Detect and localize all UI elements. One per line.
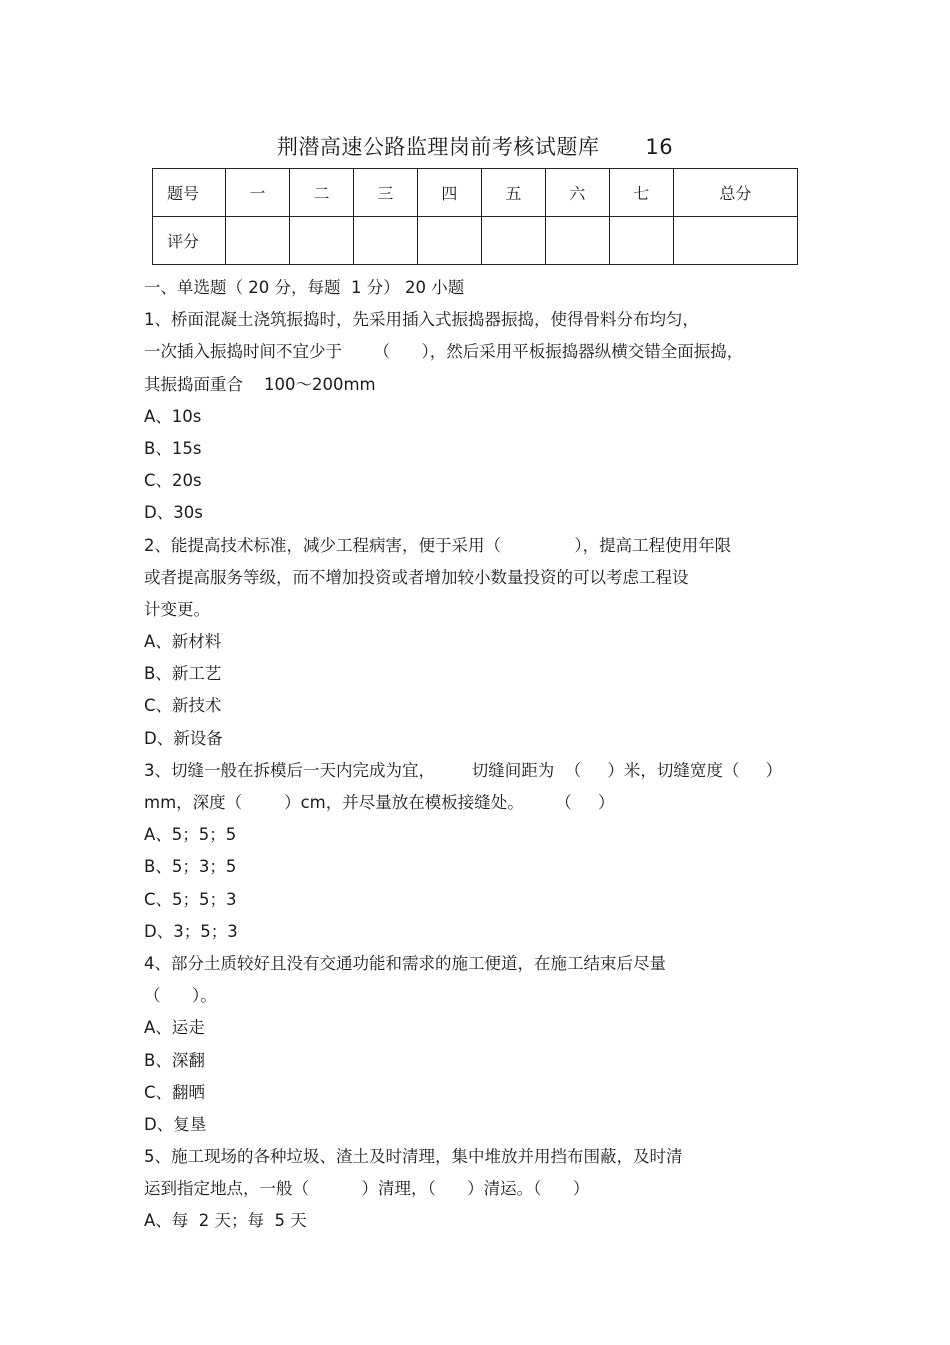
option-line: A、5；5；5 — [144, 825, 237, 845]
option-line: D、3；5；3 — [144, 921, 238, 941]
document-title — [0, 131, 950, 161]
header-cell: 三 — [353, 169, 417, 217]
score-table-header-row — [153, 169, 798, 217]
option-line: A、10s — [144, 406, 202, 426]
row-label-cell: 评分 — [153, 217, 226, 265]
question-line: 或者提高服务等级，而不增加投资或者增加较小数量投资的可以考虑工程设 — [144, 567, 689, 587]
header-cell: 六 — [545, 169, 609, 217]
question-line: 1、桥面混凝土浇筑振捣时，先采用插入式振捣器振捣，使得骨料分布均匀， — [144, 310, 699, 330]
option-line: A、新材料 — [144, 632, 222, 652]
question-line: mm，深度（ ）cm，并尽量放在模板接缝处。 （ ） — [144, 793, 615, 812]
question-line: 2、能提高技术标准，减少工程病害，便于采用（ ），提高工程使用年限 — [144, 535, 732, 555]
option-line: C、5；5；3 — [144, 889, 237, 909]
score-cell — [545, 217, 609, 265]
score-cell — [673, 217, 797, 265]
option-line: C、翻晒 — [144, 1082, 206, 1102]
question-line: 5、施工现场的各种垃圾、渣土及时清理，集中堆放并用挡布围蔽，及时清 — [144, 1147, 683, 1167]
section-heading: 一、单选题（ 20 分，每题 1 分） 20 小题 — [144, 278, 465, 297]
question-line: 其振捣面重合 100～200mm — [144, 374, 376, 394]
header-cell: 总分 — [673, 169, 797, 217]
question-line: 一次插入振捣时间不宜少于 （ ），然后采用平板振捣器纵横交错全面振捣， — [144, 342, 744, 362]
score-cell — [417, 217, 481, 265]
option-line: D、新设备 — [144, 728, 223, 748]
header-cell: 七 — [609, 169, 673, 217]
option-line: C、新技术 — [144, 696, 222, 716]
score-cell — [609, 217, 673, 265]
header-cell: 题号 — [153, 169, 226, 217]
title-number: 16 — [645, 135, 674, 159]
header-cell: 五 — [481, 169, 545, 217]
option-line: D、30s — [144, 503, 203, 523]
score-cell — [353, 217, 417, 265]
score-cell — [481, 217, 545, 265]
option-line: B、15s — [144, 438, 202, 458]
option-line: A、运走 — [144, 1018, 205, 1038]
score-cell — [289, 217, 353, 265]
question-line: （ ）。 — [144, 986, 217, 1006]
header-cell: 二 — [289, 169, 353, 217]
question-line: 3、切缝一般在拆模后一天内完成为宜， 切缝间距为 （ ）米，切缝宽度（ ） — [144, 760, 783, 780]
score-table — [152, 168, 798, 265]
option-line: B、新工艺 — [144, 664, 222, 684]
option-line: C、20s — [144, 471, 202, 491]
question-line: 计变更。 — [144, 599, 210, 619]
header-cell: 四 — [417, 169, 481, 217]
option-line: B、深翻 — [144, 1050, 205, 1070]
option-line: B、5；3；5 — [144, 857, 237, 877]
question-text — [144, 272, 824, 1238]
question-line: 运到指定地点，一般（ ）清理，（ ）清运。（ ） — [144, 1179, 590, 1199]
score-table-score-row — [153, 217, 798, 265]
option-line: D、复垦 — [144, 1114, 207, 1134]
option-line: A、每 2 天；每 5 天 — [144, 1211, 307, 1231]
title-text: 荆潜高速公路监理岗前考核试题库 — [276, 135, 600, 159]
question-line: 4、部分土质较好且没有交通功能和需求的施工便道，在施工结束后尽量 — [144, 953, 666, 973]
score-cell — [226, 217, 290, 265]
header-cell: 一 — [226, 169, 290, 217]
